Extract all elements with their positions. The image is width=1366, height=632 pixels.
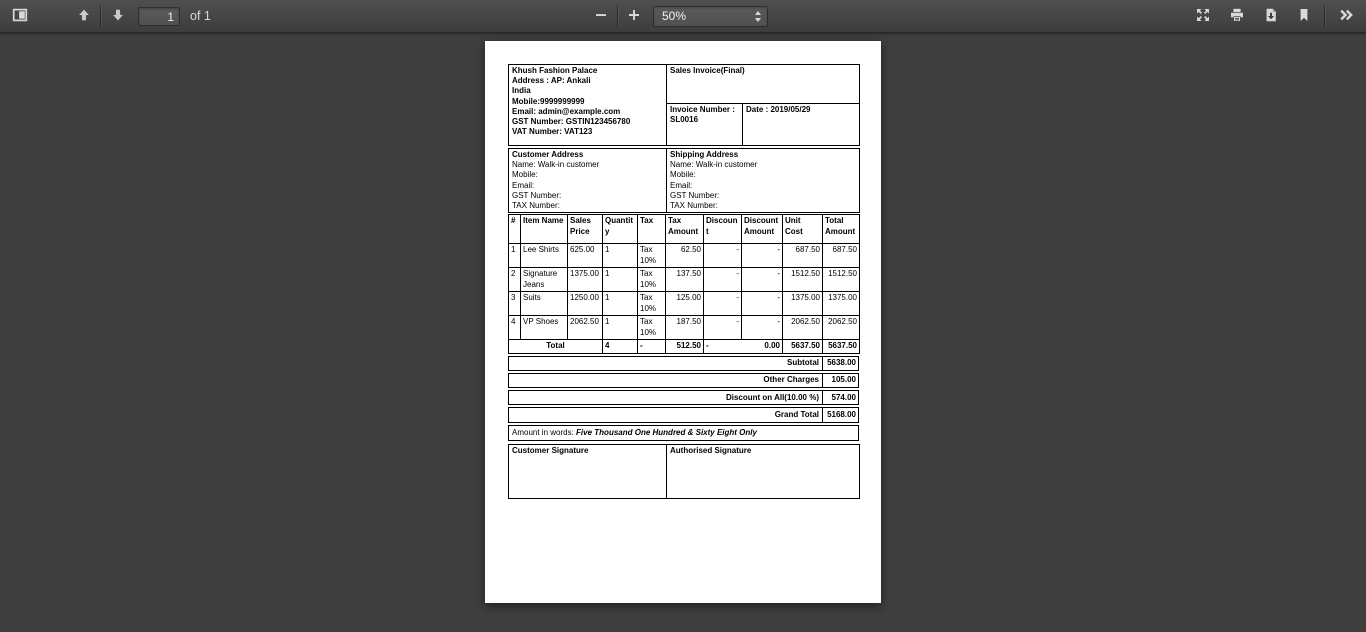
col-tax: Tax bbox=[638, 215, 666, 244]
customer-signature-label: Customer Signature bbox=[509, 444, 667, 498]
total-tax-amount: 512.50 bbox=[666, 340, 704, 353]
company-name: Khush Fashion Palace bbox=[512, 66, 598, 75]
customer-gst: GST Number: bbox=[512, 190, 562, 200]
company-gst: GST Number: GSTIN123456780 bbox=[512, 117, 631, 127]
col-hash: # bbox=[509, 215, 521, 244]
other-charges-label: Other Charges bbox=[508, 373, 822, 388]
shipping-name: Name: Walk-in customer bbox=[670, 160, 758, 170]
item-row: 2 Signature Jeans 1375.00 1 Tax 10% 137.50 - - 1512.50 1512.50 bbox=[509, 268, 860, 292]
bookmark-icon bbox=[1296, 7, 1312, 26]
arrow-up-icon bbox=[76, 7, 92, 26]
bookmark-button[interactable] bbox=[1290, 3, 1318, 29]
company-address: Address : AP: Ankali bbox=[512, 76, 591, 86]
subtotal-label: Subtotal bbox=[508, 356, 822, 371]
toolbar-separator bbox=[1324, 5, 1325, 27]
col-unit-cost: Unit Cost bbox=[783, 215, 823, 244]
customer-address bbox=[509, 149, 667, 213]
invoice-date: Date : 2019/05/29 bbox=[743, 104, 860, 146]
discount-all-value: 574.00 bbox=[822, 390, 859, 405]
invoice-title: Sales Invoice(Final) bbox=[667, 65, 860, 104]
summary-row-other-charges bbox=[508, 373, 859, 388]
subtotal-value: 5638.00 bbox=[822, 356, 859, 371]
items-header-row bbox=[509, 215, 860, 244]
zoom-select-value: 50% bbox=[662, 9, 687, 23]
company-email: Email: admin@example.com bbox=[512, 106, 621, 116]
total-tax: - bbox=[638, 340, 666, 353]
shipping-mobile: Mobile: bbox=[670, 170, 696, 180]
next-page-button[interactable] bbox=[104, 3, 132, 29]
col-discount-amount: Discount Amount bbox=[742, 215, 783, 244]
double-chevron-right-icon bbox=[1338, 7, 1354, 26]
fullscreen-icon bbox=[1195, 7, 1211, 26]
presentation-mode-button[interactable] bbox=[1189, 3, 1217, 29]
total-label: Total bbox=[509, 340, 603, 353]
minus-icon bbox=[593, 7, 609, 26]
invoice-number-value: SL0016 bbox=[670, 115, 699, 125]
customer-mobile: Mobile: bbox=[512, 170, 538, 180]
total-discount-amount: 0.00 bbox=[742, 340, 783, 353]
more-tools-button[interactable] bbox=[1332, 3, 1360, 29]
print-button[interactable] bbox=[1223, 3, 1251, 29]
select-spinner-icon bbox=[755, 11, 761, 22]
plus-icon bbox=[626, 7, 642, 26]
summary-row-subtotal bbox=[508, 356, 859, 371]
total-quantity: 4 bbox=[603, 340, 638, 353]
summary-row-discount bbox=[508, 390, 859, 405]
total-amount: 5637.50 bbox=[823, 340, 860, 353]
items-total-row bbox=[509, 340, 860, 353]
col-quantity: Quantity bbox=[603, 215, 638, 244]
invoice-number-label: Invoice Number : bbox=[670, 105, 735, 114]
toolbar-separator bbox=[617, 5, 618, 27]
amount-in-words bbox=[508, 425, 859, 441]
amount-in-words-label: Amount in words: bbox=[512, 427, 574, 437]
col-item-name: Item Name bbox=[521, 215, 568, 244]
customer-address-title: Customer Address bbox=[512, 150, 584, 159]
total-unit-cost: 5637.50 bbox=[783, 340, 823, 353]
col-total-amount: Total Amount bbox=[823, 215, 860, 244]
signature-table bbox=[508, 444, 860, 499]
col-tax-amount: Tax Amount bbox=[666, 215, 704, 244]
shipping-tax: TAX Number: bbox=[670, 201, 718, 211]
toggle-sidebar-button[interactable] bbox=[6, 3, 34, 29]
arrow-down-icon bbox=[110, 7, 126, 26]
customer-tax: TAX Number: bbox=[512, 201, 560, 211]
page-number-input[interactable] bbox=[138, 7, 180, 26]
address-table bbox=[508, 148, 860, 213]
zoom-in-button[interactable] bbox=[622, 3, 646, 29]
print-icon bbox=[1229, 7, 1245, 26]
shipping-address bbox=[667, 149, 860, 213]
page-count-label: of 1 bbox=[190, 9, 211, 23]
item-row: 1 Lee Shirts 625.00 1 Tax 10% 62.50 - - 687.50 687.50 bbox=[509, 244, 860, 268]
customer-name: Name: Walk-in customer bbox=[512, 160, 600, 170]
download-button[interactable] bbox=[1257, 3, 1285, 29]
other-charges-value: 105.00 bbox=[822, 373, 859, 388]
customer-email: Email: bbox=[512, 180, 535, 190]
invoice-number-cell bbox=[667, 104, 743, 146]
grand-total-value: 5168.00 bbox=[822, 407, 859, 422]
company-info bbox=[509, 65, 667, 146]
download-icon bbox=[1263, 7, 1279, 26]
company-mobile: Mobile:9999999999 bbox=[512, 96, 585, 106]
pdf-viewer-toolbar bbox=[0, 0, 1366, 33]
shipping-gst: GST Number: bbox=[670, 190, 720, 200]
item-row: 4 VP Shoes 2062.50 1 Tax 10% 187.50 - - 2062.50 2062.50 bbox=[509, 316, 860, 340]
authorised-signature-label: Authorised Signature bbox=[667, 444, 860, 498]
item-row: 3 Suits 1250.00 1 Tax 10% 125.00 - - 1375.00 1375.00 bbox=[509, 292, 860, 316]
zoom-out-button[interactable] bbox=[589, 3, 613, 29]
col-discount: Discount bbox=[704, 215, 742, 244]
discount-all-label: Discount on All(10.00 %) bbox=[508, 390, 822, 405]
summary-row-grand-total bbox=[508, 407, 859, 422]
zoom-select[interactable] bbox=[653, 6, 768, 27]
toolbar-separator bbox=[100, 5, 101, 27]
shipping-address-title: Shipping Address bbox=[670, 150, 739, 159]
invoice-document bbox=[508, 64, 859, 499]
invoice-header-table bbox=[508, 64, 860, 146]
pdf-page bbox=[485, 41, 881, 603]
items-table bbox=[508, 214, 860, 353]
grand-total-label: Grand Total bbox=[508, 407, 822, 422]
total-discount: - bbox=[704, 340, 742, 353]
previous-page-button[interactable] bbox=[70, 3, 98, 29]
shipping-email: Email: bbox=[670, 180, 693, 190]
company-vat: VAT Number: VAT123 bbox=[512, 127, 593, 137]
sidebar-toggle-icon bbox=[12, 7, 28, 26]
col-sales-price: Sales Price bbox=[568, 215, 603, 244]
amount-in-words-text: Five Thousand One Hundred & Sixty Eight Only bbox=[576, 427, 757, 437]
company-country: India bbox=[512, 86, 531, 96]
